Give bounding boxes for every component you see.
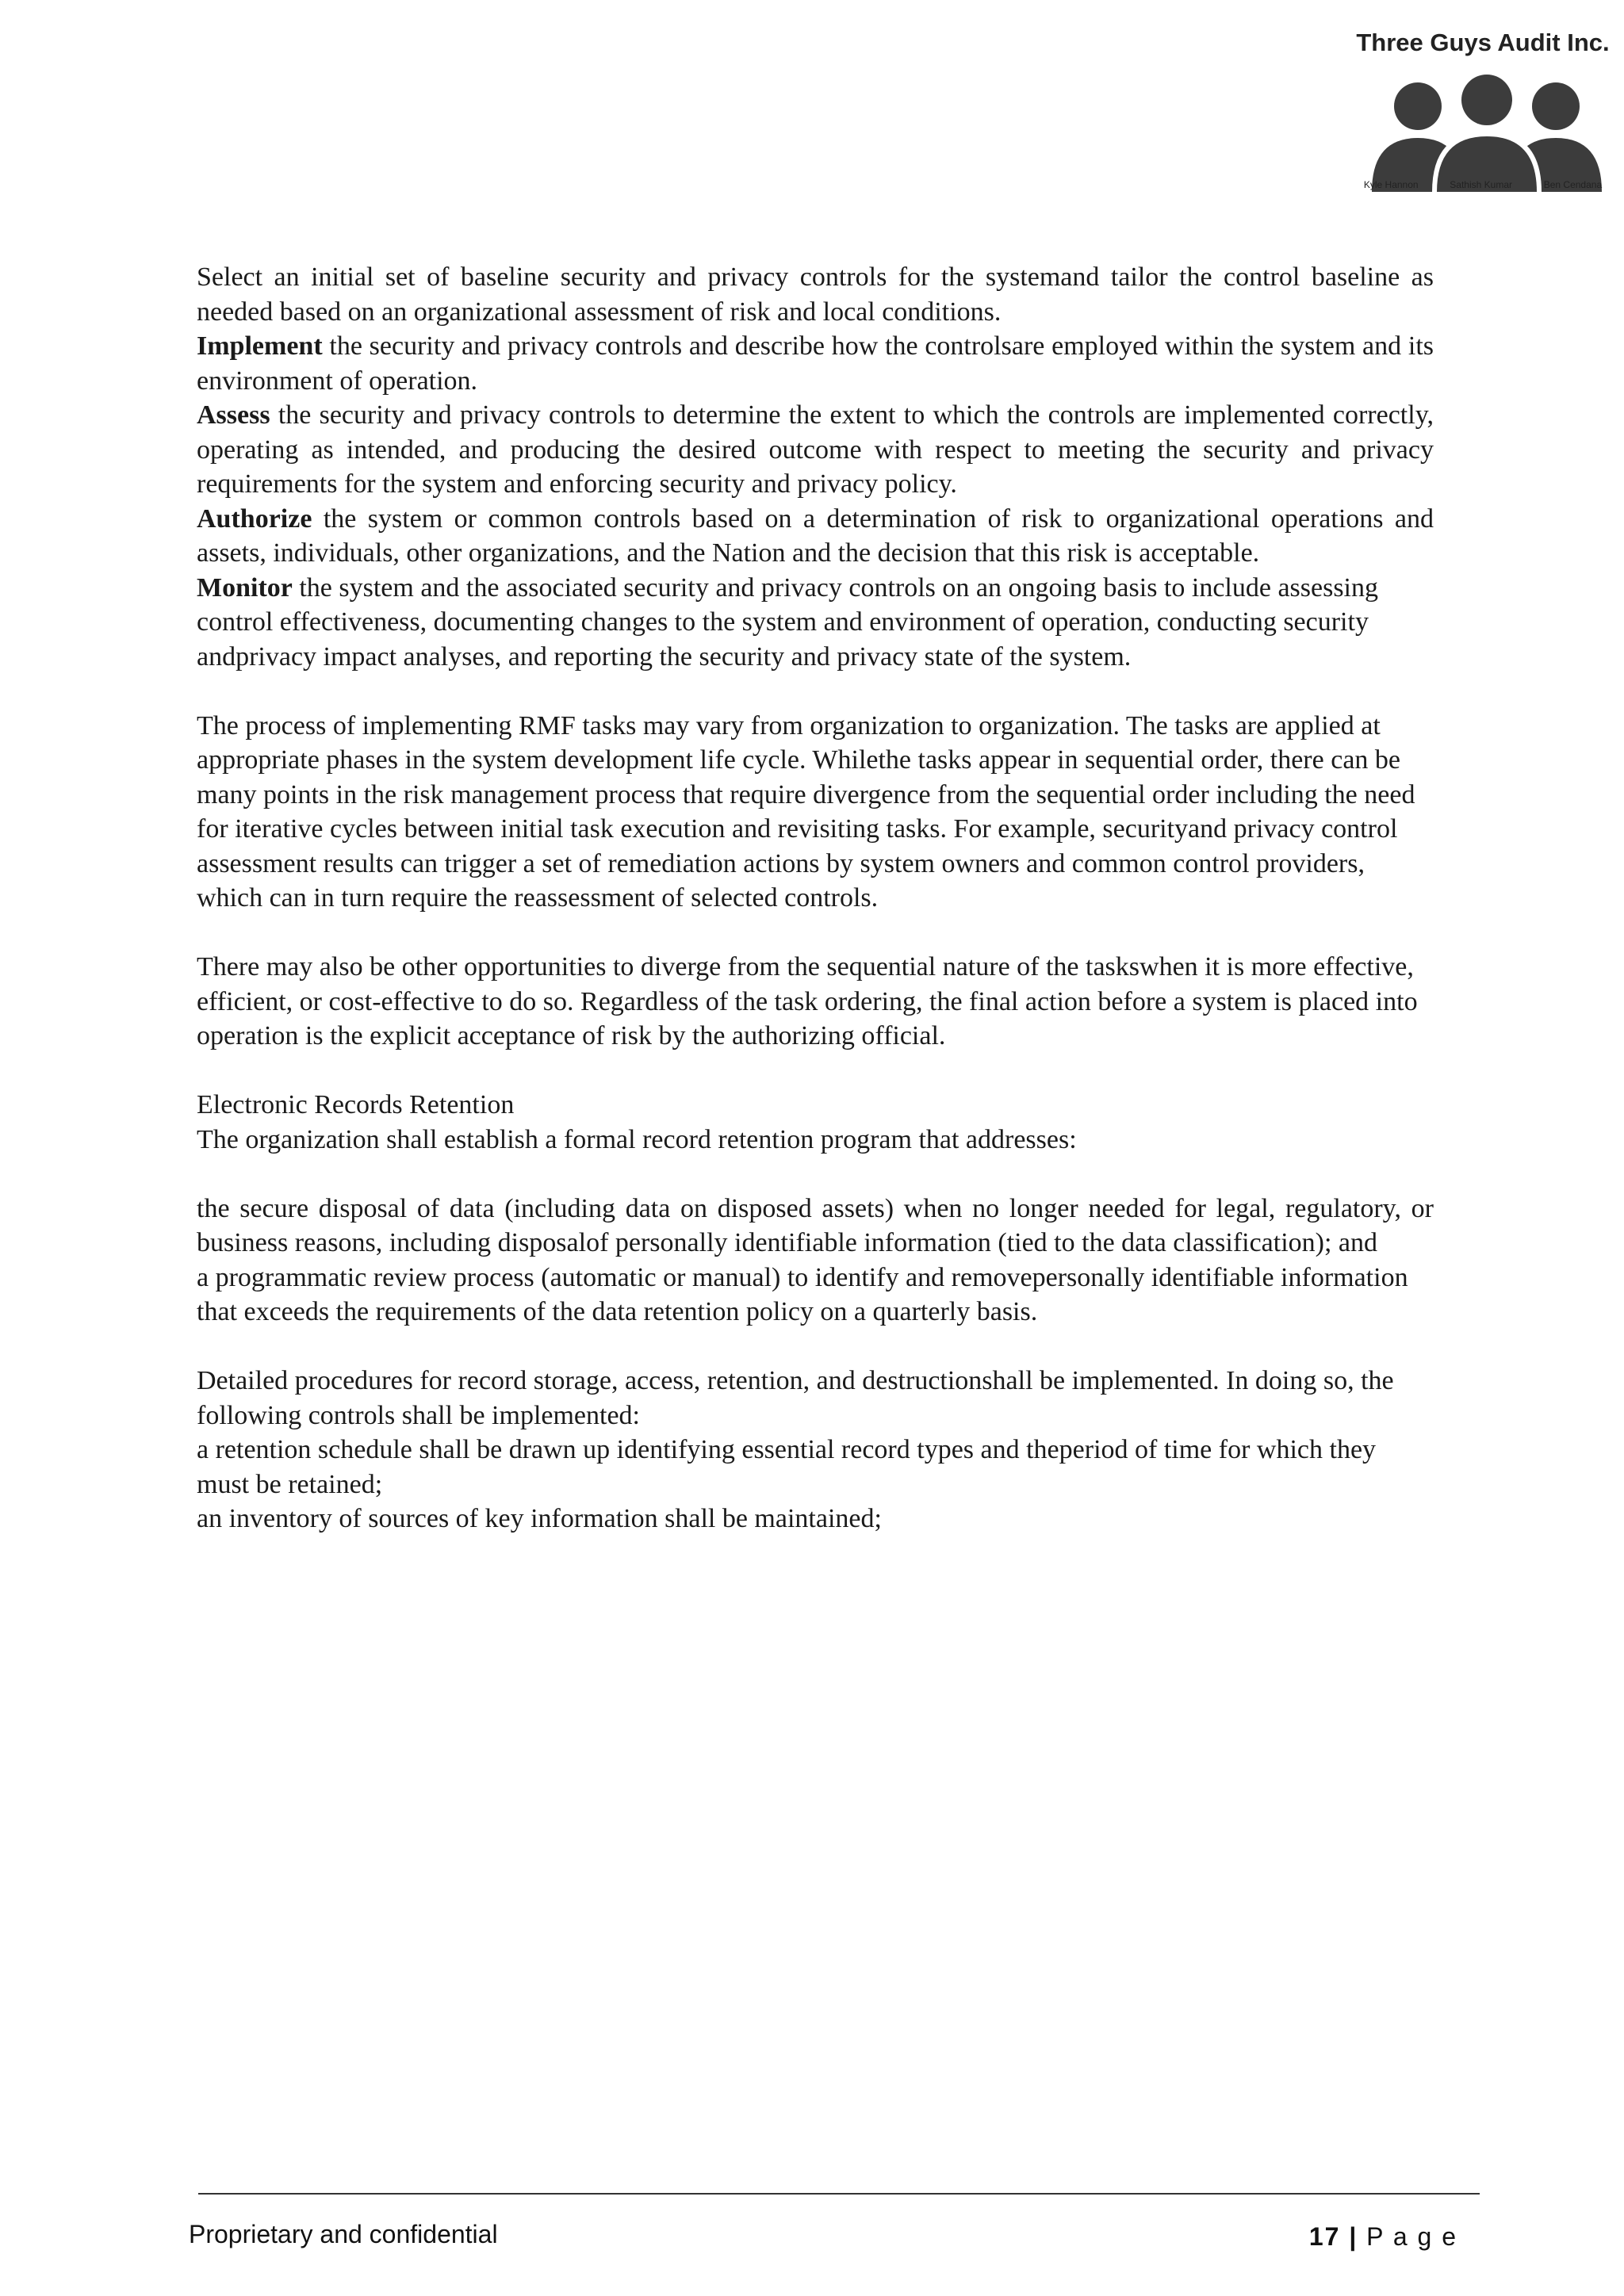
assess-text: the security and privacy controls to determine the extent to which the controls are implemented correctly, operating as intended, and producing the desired outcome with respect to meeting the security and privacy requirements for the system and enforcing security and privacy policy. [197,400,1434,499]
footer-confidential-label: Proprietary and confidential [189,2220,498,2248]
inventory-item: an inventory of sources of key information shall be maintained; [197,1504,882,1533]
monitor-text: the system and the associated security and privacy controls on an ongoing basis to include assessing control effectiveness, documenting changes to the system and environment of operation, conducting security andprivacy impact analyses, and reporting the security and privacy state of the system. [197,572,1379,672]
company-logo [1348,24,1618,198]
implement-text: the security and privacy controls and describe how the controlsare employed within the system and its environment of operation. [197,331,1434,396]
retention-intro: The organization shall establish a formal record retention program that addresses: [197,1124,1077,1154]
footer-divider [198,2193,1480,2195]
page-separator: | [1340,2222,1367,2251]
process-paragraph: The process of implementing RMF tasks may vary from organization to organization. The tasks are applied at appropriate phases in the system development life cycle. Whilethe tasks appear in sequential order, there can be many points in the risk management process that require divergence from the sequential order including the need for iterative cycles between initial task execution and revisiting tasks. For example, securityand privacy control assessment results can trigger a set of remediation actions by system owners and common control providers, which can in turn require the reassessment of selected controls. [197,710,1415,913]
assess-term: Assess [197,400,270,430]
schedule-item: a retention schedule shall be drawn up identifying essential record types and theperiod of time for which they must be retained; [197,1435,1377,1499]
disposal-item: the secure disposal of data (including data on disposed assets) when no longer needed for legal, regulatory, or business reasons, including disposalof personally identifiable information (tied to the data classification); and [197,1193,1434,1257]
authorize-term: Authorize [197,503,312,534]
page-indicator [1309,2222,1457,2252]
review-item: a programmatic review process (automatic or manual) to identify and removepersonally identifiable information that exceeds the requirements of the data retention policy on a quarterly basis. [197,1262,1408,1326]
member-names [1348,179,1618,190]
monitor-paragraph [197,571,1434,675]
document-body [197,260,1434,1536]
authorize-paragraph [197,502,1434,571]
retention-heading: Electronic Records Retention [197,1090,515,1119]
member-name: Kyle Hannon [1363,179,1419,190]
page-number: 17 [1308,2222,1341,2251]
member-name: Ben Cendana [1543,179,1603,190]
select-paragraph: Select an initial set of baseline security and privacy controls for the systemand tailor the control baseline as needed based on an organizational assessment of risk and local conditions. [197,262,1434,327]
member-name: Sathish Kumar [1450,179,1512,190]
procedures-paragraph: Detailed procedures for record storage, access, retention, and destructionshall be implemented. In doing so, the following controls shall be implemented: [197,1366,1394,1430]
three-people-icon [1372,73,1602,192]
company-name: Three Guys Audit Inc. [1356,29,1610,56]
page-label: P a g e [1366,2222,1457,2251]
monitor-term: Monitor [197,572,293,603]
implement-paragraph [197,329,1434,398]
opportunities-paragraph: There may also be other opportunities to diverge from the sequential nature of the taskswhen it is more effective, efficient, or cost-effective to do so. Regardless of the task ordering, the final action before a system is placed into operation is the explicit acceptance of risk by the authorizing official. [197,952,1418,1050]
assess-paragraph [197,398,1434,502]
authorize-text: the system or common controls based on a determination of risk to organizational operations and assets, individuals, other organizations, and the Nation and the decision that this risk is acceptable. [197,503,1434,568]
implement-term: Implement [197,331,323,361]
